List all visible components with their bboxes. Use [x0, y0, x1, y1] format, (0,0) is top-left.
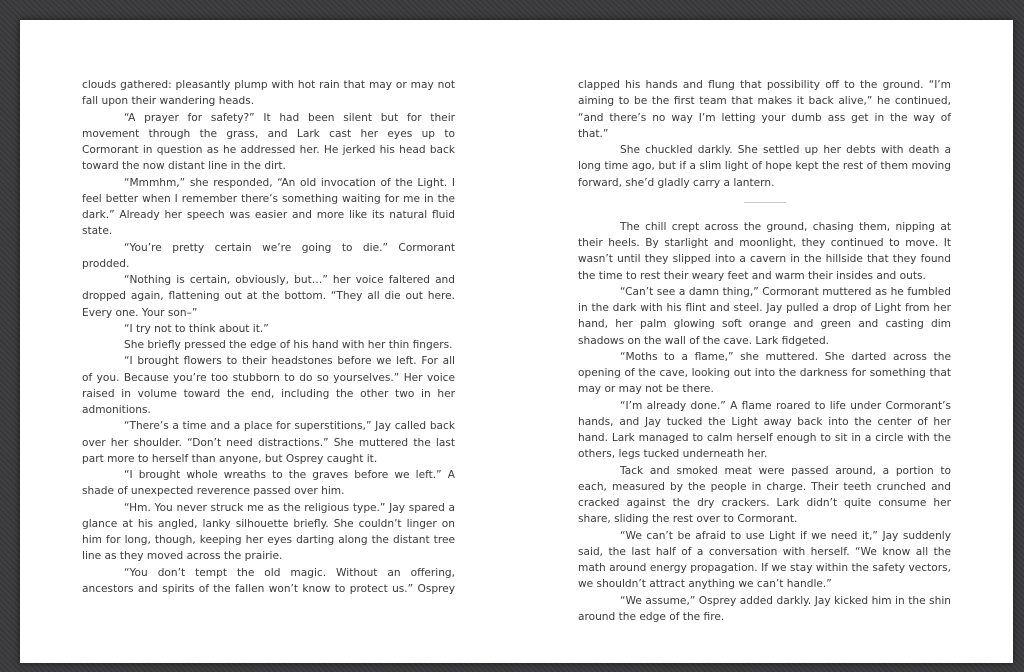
paragraph: “Mmmhm,” she responded, “An old invocation of the Light. I feel better when I remember there’s something waiting for me in the dark.” Already her speech was easier and more like its natural fluid state. — [82, 176, 455, 238]
paragraph: “I brought flowers to their headstones before we left. For all of you. Because you’re too stubborn to do so yourselves.” Her voice raised in volume toward the end, including the other two in her admonitions. — [82, 355, 455, 416]
paragraph: “I try not to think about it.” — [124, 322, 269, 335]
paragraph: “We assume,” Osprey added darkly. Jay kicked him in the shin around the edge of the fire. — [578, 594, 951, 623]
book-spread — [20, 20, 1013, 663]
paragraph: “Can’t see a damn thing,” Cormorant muttered as he fumbled in the dark with his flint and steel. Jay pulled a drop of Light from her hand, her palm glowing soft orange and green and casting dim shadows on the wall of the cave. Lark fidgeted. — [578, 285, 951, 347]
paragraph: “You’re pretty certain we’re going to die.” Cormorant prodded. — [82, 241, 455, 270]
paragraph: “We can’t be afraid to use Light if we need it,” Jay suddenly said, the last half of a conversation with herself. “We know all the math around energy propagation. If we stay within the safety vectors, we shouldn’t attract anything we can’t handle.” — [578, 529, 951, 591]
paragraph: She chuckled darkly. She settled up her debts with death a long time ago, but if a slim light of hope kept the rest of them moving forward, she’d gladly carry a lantern. — [578, 144, 951, 189]
paragraph: “You don’t tempt the old magic. Without an offering, ancestors and spirits of the fallen won’t know to protect us.” Osprey — [82, 566, 455, 595]
paragraph: Tack and smoked meat were passed around, a portion to each, measured by the people in charge. Their teeth crunched and cracked against the dry crackers. Lark didn’t quite consume her share, sliding the rest over to Cormorant. — [578, 464, 951, 526]
paragraph: clouds gathered: pleasantly plump with hot rain that may or may not fall upon their wandering heads. — [82, 79, 455, 108]
paragraph: “Hm. You never struck me as the religious type.” Jay spared a glance at his angled, lanky silhouette briefly. She couldn’t linger on him for long, though, keeping her eyes darting along the distant tree line as they moved across the prairie. — [82, 501, 455, 563]
paragraph: “Moths to a flame,” she muttered. She darted across the opening of the cave, looking out into the darkness for something that may or may not be there. — [578, 350, 951, 396]
paragraph: “There’s a time and a place for superstitions,” Jay called back over her shoulder. “Don’t need distractions.” She muttered the last part more to herself than anyone, but Osprey caught it. — [82, 420, 455, 465]
paragraph: “I’m already done.” A flame roared to life under Cormorant’s hands, and Jay tucked the Light away back into the center of her hand. Lark managed to calm herself enough to sit in a circle with the others, legs tucked underneath her. — [578, 399, 951, 461]
paragraph: “A prayer for safety?” It had been silent but for their movement through the grass, and Lark cast her eyes up to Cormorant in question as he addressed her. He jerked his head back toward the now distant line in the dirt. — [82, 111, 455, 173]
paragraph: “Nothing is certain, obviously, but…” her voice faltered and dropped again, flattening out at the bottom. “They all die out here. Every one. Your son–” — [82, 274, 455, 319]
paragraph: The chill crept across the ground, chasing them, nipping at their heels. By starlight and moonlight, they continued to move. It wasn’t until they slipped into a cavern in the hillside that they found the time to rest their weary feet and warm their insides and outs. — [578, 220, 951, 282]
paragraph: clapped his hands and flung that possibility off to the ground. “I’m aiming to be the first team that makes it back alive,” he continued, “and there’s no way I’m letting your dumb ass get in the way of that.” — [578, 79, 951, 140]
right-page — [578, 77, 951, 625]
scene-break-divider — [744, 202, 786, 203]
paragraph: She briefly pressed the edge of his hand with her thin fingers. — [124, 339, 453, 351]
left-page — [82, 77, 455, 597]
paragraph: “I brought whole wreaths to the graves before we left.” A shade of unexpected reverence passed over him. — [82, 469, 455, 498]
